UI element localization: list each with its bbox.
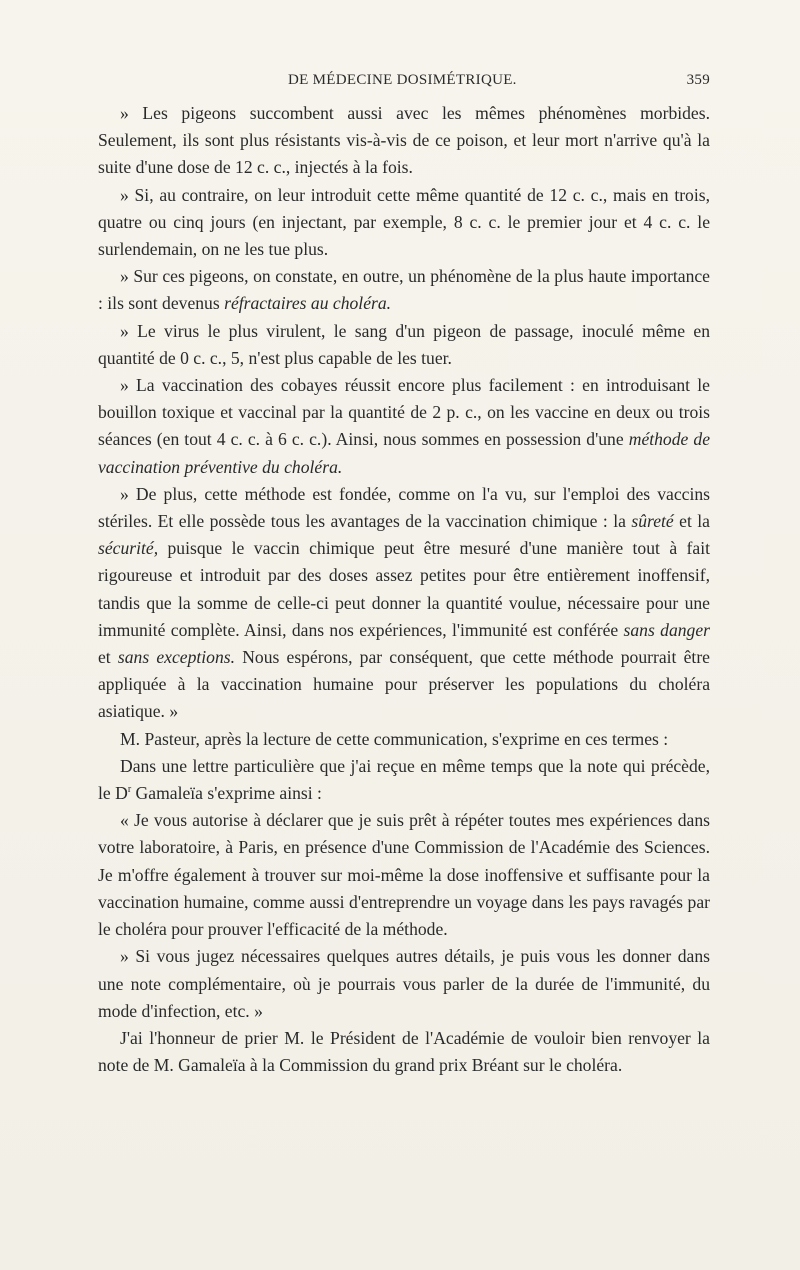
paragraph: » Sur ces pigeons, on constate, en outre, un phénomène de la plus haute importance : ils sont devenus réfractaires au choléra. [98,266,710,314]
paragraph: M. Pasteur, après la lecture de cette communication, s'exprime en ces termes : [120,728,669,749]
paragraph: » Si, au contraire, on leur introduit cette même quantité de 12 c. c., mais en trois, quatre ou cinq jours (en injectant, par exemple, 8 c. c. le premier jour et 4 c. c. le surlendemain, on ne les tue plus. [98,184,710,260]
paragraph: Dans une lettre particulière que j'ai reçue en même temps que la note qui précède, le $D^r$ Gamaleïa s'exprime ainsi : [98,755,710,804]
paragraph: » Les pigeons succombent aussi avec les mêmes phénomènes morbides. Seulement, ils sont plus résistants vis-à-vis de ce poison, et leur mort n'arrive qu'à la suite d'une dose de 12 c. c., injectés à la fois. [98,103,710,178]
emphasis: sans danger [623,619,710,640]
superscript: r [127,784,132,796]
emphasis: sûreté [631,511,674,532]
paragraph: » Le virus le plus virulent, le sang d'un pigeon de passage, inoculé même en quantité de 0 c. c., 5, n'est plus capable de les tuer. [98,320,710,368]
emphasis: sans exceptions. [117,647,236,668]
running-title: DE MÉDECINE DOSIMÉTRIQUE. [288,72,517,88]
page-number: 359 [686,72,710,88]
emphasis: méthode de vaccination préventive du choléra. [98,429,711,477]
emphasis: sécurité, [98,538,159,559]
paragraph: « Je vous autorise à déclarer que je suis prêt à répéter toutes mes expériences dans votre laboratoire, à Paris, en présence d'une Commission de l'Académie des Sciences. Je m'offre également à trouver sur moi-même la dose inoffensive et suffisante pour la vaccination humaine, comme aussi d'entreprendre un voyage dans les pays ravagés par le choléra pour prouver l'efficacité de la méthode. [98,810,710,940]
body-text [98,100,710,1079]
paragraph: » Si vous jugez nécessaires quelques autres détails, je puis vous les donner dans une note complémentaire, où je pourrais vous parler de la durée de l'immunité, du mode d'infection, etc. » [98,946,710,1021]
paragraph: » De plus, cette méthode est fondée, comme on l'a vu, sur l'emploi des vaccins stériles. Et elle possède tous les avantages de la vaccination chimique : la sûreté et la sécurité, puisque le vaccin chimique peut être mesuré d'une manière tout à fait rigoureuse et introduit par des doses assez petites pour être entièrement inoffensif, tandis que la somme de celle-ci peut donner la quantité voulue, nécessaire pour une immunité complète. Ainsi, dans nos expériences, l'immunité est conférée sans danger et sans exceptions. Nous espérons, par conséquent, que cette méthode pourrait être appliquée à la vaccination humaine pour préserver les populations du choléra asiatique. » [98,483,710,722]
paragraph: J'ai l'honneur de prier M. le Président de l'Académie de vouloir bien renvoyer la note de M. Gamaleïa à la Commission du grand prix Bréant sur le choléra. [98,1027,710,1076]
paragraph: » La vaccination des cobayes réussit encore plus facilement : en introduisant le bouillon toxique et vaccinal par la quantité de 2 p. c., on les vaccine en deux ou trois séances (en tout 4 c. c. à 6 c. c.). Ainsi, nous sommes en possession d'une méthode de vaccination préventive du choléra. [98,375,711,477]
emphasis: réfractaires au choléra. [224,293,392,314]
